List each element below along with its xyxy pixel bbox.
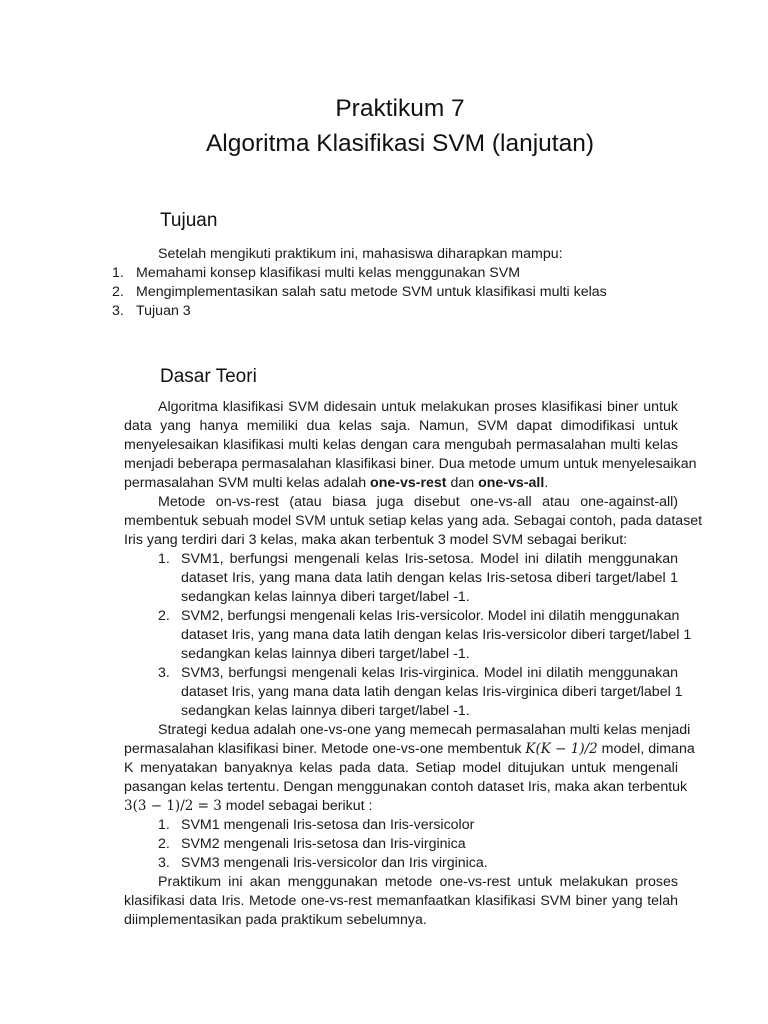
list-number: 1. [112,265,124,281]
paragraph-line: Praktikum ini akan menggunakan metode one-vs-rest untuk melakukan proses [158,874,678,890]
list-item: dataset Iris, yang mana data latih dengan kelas Iris-virginica diberi target/label 1 [181,684,683,700]
paragraph-line: K menyatakan banyaknya kelas pada data. Setiap model ditujukan untuk mengenali [124,760,678,776]
paragraph-line: permasalahan SVM multi kelas adalah one-vs-rest dan one-vs-all. [124,475,549,491]
paragraph-line: membentuk sebuah model SVM untuk setiap kelas yang ada. Sebagai contoh, pada dataset [124,513,703,529]
list-item: sedangkan kelas lainnya diberi target/label -1. [181,703,470,719]
paragraph-line: menyelesaikan klasifikasi multi kelas dengan cara mengubah permasalahan multi kelas [124,437,678,453]
section-heading-tujuan: Tujuan [160,210,218,231]
paragraph-line: 3(3 − 1)/2 = 3 model sebagai berikut : [124,798,373,814]
tujuan-intro: Setelah mengikuti praktikum ini, mahasiswa diharapkan mampu: [158,246,563,262]
paragraph-line: permasalahan klasifikasi biner. Metode one-vs-one membentuk K(K − 1)/2 model, dimana [124,741,695,757]
list-item: SVM3, berfungsi mengenali kelas Iris-virginica. Model ini dilatih menggunakan [181,665,678,681]
list-number: 3. [158,665,170,681]
paragraph-line: data yang hanya memiliki dua kelas saja. Namun, SVM dapat dimodifikasi untuk [124,418,678,434]
list-item: SVM1 mengenali Iris-setosa dan Iris-versicolor [181,817,475,833]
paragraph-line: Strategi kedua adalah one-vs-one yang memecah permasalahan multi kelas menjadi [158,722,691,738]
list-item: sedangkan kelas lainnya diberi target/label -1. [181,646,470,662]
paragraph-line: diimplementasikan pada praktikum sebelumnya. [124,912,427,928]
formula: K(K − 1)/2 [525,741,598,757]
list-item: Memahami konsep klasifikasi multi kelas menggunakan SVM [136,265,521,281]
list-number: 2. [158,608,170,624]
formula: 3(3 − 1)/2 = 3 [124,798,222,814]
paragraph-line: klasifikasi data Iris. Metode one-vs-rest memanfaatkan klasifikasi SVM biner yang telah [124,893,678,909]
list-item: SVM2 mengenali Iris-setosa dan Iris-virginica [181,836,466,852]
list-number: 3. [112,303,124,319]
list-item: Tujuan 3 [136,303,191,319]
list-item: SVM3 mengenali Iris-versicolor dan Iris virginica. [181,855,488,871]
paragraph-line: Algoritma klasifikasi SVM didesain untuk melakukan proses klasifikasi biner untuk [158,399,678,415]
page-title: Praktikum 7 [335,95,465,122]
list-item: SVM2, berfungsi mengenali kelas Iris-versicolor. Model ini dilatih menggunakan [181,608,680,624]
list-number: 2. [158,836,170,852]
list-number: 2. [112,284,124,300]
list-item: Mengimplementasikan salah satu metode SVM untuk klasifikasi multi kelas [136,284,607,300]
paragraph-line: Metode on-vs-rest (atau biasa juga disebut one-vs-all atau one-against-all) [158,494,678,510]
bold-term: one-vs-all [478,475,545,491]
page-subtitle: Algoritma Klasifikasi SVM (lanjutan) [205,130,595,157]
paragraph-line: pasangan kelas tertentu. Dengan menggunakan contoh dataset Iris, maka akan terbentuk [124,779,688,795]
list-item: sedangkan kelas lainnya diberi target/label -1. [181,589,470,605]
paragraph-line: menjadi beberapa permasalahan klasifikasi biner. Dua metode umum untuk menyelesaikan [124,456,697,472]
list-number: 1. [158,817,170,833]
list-item: SVM1, berfungsi mengenali kelas Iris-setosa. Model ini dilatih menggunakan [181,551,678,567]
list-number: 1. [158,551,170,567]
list-item: dataset Iris, yang mana data latih dengan kelas Iris-setosa diberi target/label 1 [181,570,678,586]
list-number: 3. [158,855,170,871]
section-heading-dasar-teori: Dasar Teori [160,366,257,387]
paragraph-line: Iris yang terdiri dari 3 kelas, maka akan terbentuk 3 model SVM sebagai berikut: [124,532,628,548]
bold-term: one-vs-rest [370,475,447,491]
list-item: dataset Iris, yang mana data latih dengan kelas Iris-versicolor diberi target/label 1 [181,627,692,643]
